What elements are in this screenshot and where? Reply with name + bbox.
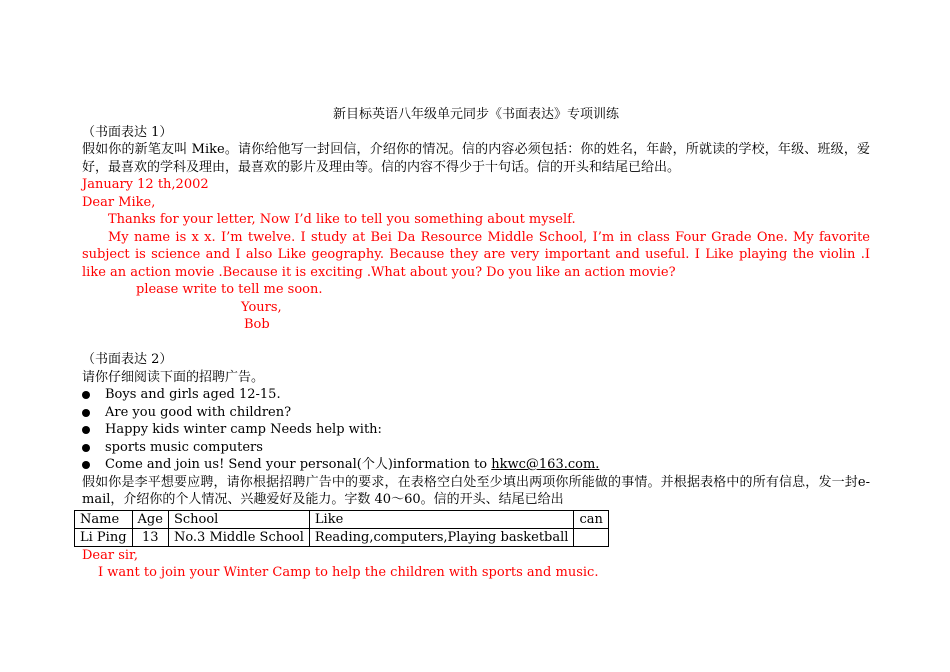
letter1-date: January 12 th,2002: [82, 177, 209, 192]
table-header-cell: Like: [309, 510, 574, 528]
bullet-icon: [82, 426, 90, 434]
bullet-icon: [82, 461, 90, 469]
email-link[interactable]: hkwc@163.com.: [491, 457, 600, 472]
letter1-signature: Bob: [244, 317, 270, 332]
list-item: sports music computers: [82, 439, 870, 457]
letter1-closing-line: please write to tell me soon.: [136, 282, 323, 297]
letter1-greeting: Dear Mike,: [82, 194, 156, 210]
document-title: 新目标英语八年级单元同步《书面表达》专项训练: [332, 107, 619, 122]
letter2-paragraph-1: I want to join your Winter Camp to help the children with sports and music.: [98, 565, 599, 580]
task2-heading: （书面表达 2）: [82, 352, 173, 367]
table-cell-age: 13: [132, 528, 168, 546]
table-row: [75, 528, 609, 546]
task2-instructions: 假如你是李平想要应聘，请你根据招聘广告中的要求，在表格空白处至少填出两项你所能做的事情。并根据表格中的所有信息，发一封e-mail，介绍你的个人情况、兴趣爱好及能力。字数 40～60。信的开头、结尾已给出: [82, 474, 870, 507]
advertisement-list: [82, 386, 870, 474]
table-header-row: [75, 510, 609, 528]
letter2-greeting: Dear sir,: [82, 547, 138, 563]
list-item: Come and join us! Send your personal(个人)information to hkwc@163.com.: [82, 456, 870, 474]
table-cell-can[interactable]: [574, 528, 608, 546]
table-cell-school: No.3 Middle School: [168, 528, 309, 546]
bullet-icon: [82, 409, 90, 417]
letter1-signoff: Yours,: [241, 299, 282, 315]
task1-heading: （书面表达 1）: [82, 124, 173, 140]
table-cell-like: Reading,computers,Playing basketball: [309, 528, 574, 546]
letter1-paragraph-2: My name is x x. I’m twelve. I study at Bei Da Resource Middle School, I’m in class Four Grade One. My favorite subject is science and I also Like geography. Because they are very important and useful. I Like playing the violin .I like an action movie .Because it is exciting .What about you? Do you like an action movie?: [82, 229, 870, 280]
letter1-paragraph-1: Thanks for your letter, Now I’d like to tell you something about myself.: [108, 212, 576, 227]
table-cell-name: Li Ping: [75, 528, 133, 546]
spacer: [82, 334, 870, 352]
list-item: Are you good with children?: [82, 404, 870, 422]
info-table: [74, 510, 609, 547]
list-item: Happy kids winter camp Needs help with:: [82, 421, 870, 439]
task1-instructions: 假如你的新笔友叫 Mike。请你给他写一封回信，介绍你的情况。信的内容必须包括：你的姓名，年龄，所就读的学校，年级、班级，爱好，最喜欢的学科及理由，最喜欢的影片及理由等。信的内容不得少于十句话。信的开头和结尾已给出。: [82, 142, 870, 175]
task2-intro: 请你仔细阅读下面的招聘广告。: [82, 369, 265, 385]
table-header-cell: Name: [75, 510, 133, 528]
list-item: Boys and girls aged 12-15.: [82, 386, 870, 404]
bullet-icon: [82, 444, 90, 452]
document-page: [82, 106, 870, 582]
table-header-cell: can: [574, 510, 608, 528]
table-header-cell: School: [168, 510, 309, 528]
table-header-cell: Age: [132, 510, 168, 528]
bullet-icon: [82, 391, 90, 399]
